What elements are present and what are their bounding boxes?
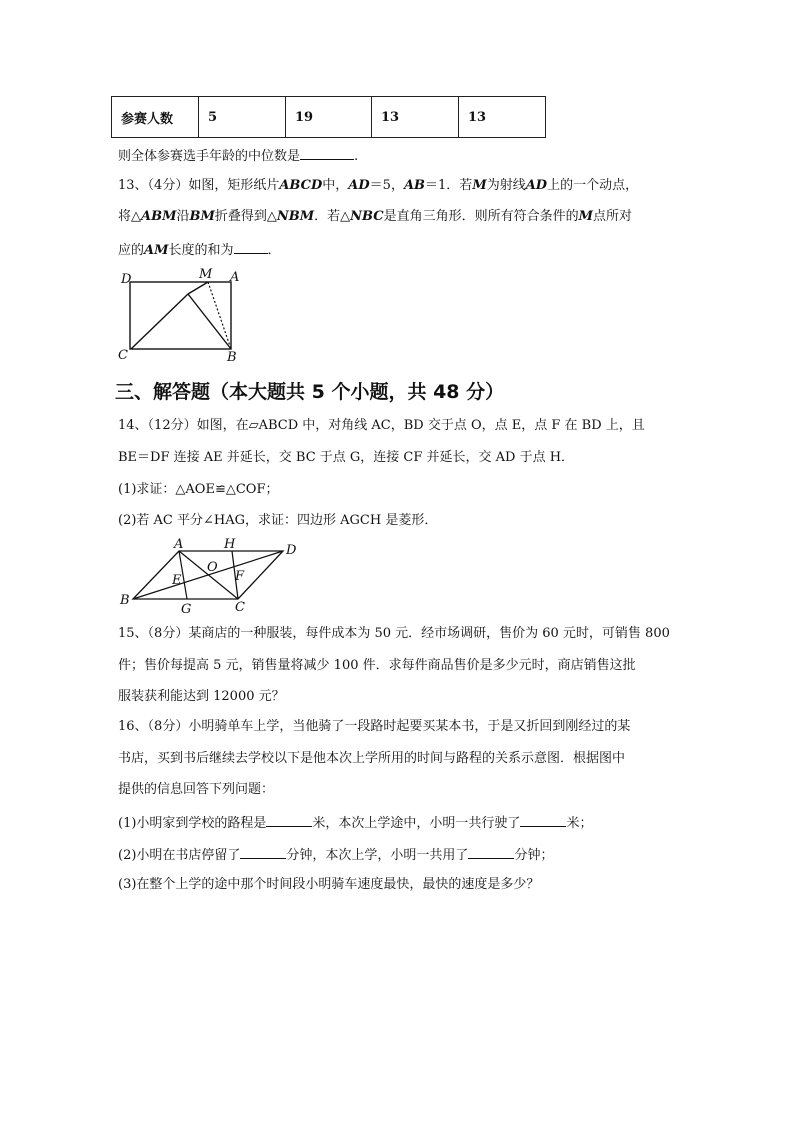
label-b: B bbox=[120, 593, 130, 608]
label-a: A bbox=[174, 537, 184, 552]
answer-blank[interactable] bbox=[520, 813, 566, 827]
q16-line-1: 16、（8分）小明骑单车上学，当他骑了一段路时起要买某本书，于是又折回到刚经过的某 bbox=[118, 719, 631, 734]
table-cell: 13 bbox=[372, 97, 459, 138]
label-a: A bbox=[230, 270, 240, 285]
label-e: E bbox=[172, 573, 182, 588]
section-title: 三、解答题（本大题共 5 个小题，共 48 分） bbox=[115, 381, 505, 403]
q12-median-line: 则全体参赛选手年龄的中位数是 . bbox=[118, 146, 358, 166]
table-header-cell: 参赛人数 bbox=[112, 97, 199, 138]
table-cell: 13 bbox=[459, 97, 546, 138]
answer-blank[interactable] bbox=[266, 813, 312, 827]
q13-line-3: 应的AM长度的和为 ． bbox=[118, 240, 281, 260]
label-c: C bbox=[235, 600, 245, 615]
label-f: F bbox=[235, 569, 245, 584]
label-g: G bbox=[181, 602, 192, 617]
label-m: M bbox=[199, 267, 213, 282]
q14-line-1: 14、（12分）如图，在▱ABCD 中，对角线 AC，BD 交于点 O，点 E，点 F 在 BD 上，且 bbox=[118, 418, 645, 433]
q15-line-3: 服装获利能达到 12000 元？ bbox=[118, 689, 285, 704]
label-d: D bbox=[286, 543, 297, 558]
q14-line-2: BE＝DF 连接 AE 并延长，交 BC 于点 G，连接 CF 并延长，交 AD 于点 H． bbox=[118, 450, 575, 465]
q13-line-2: 将△ABM沿BM折叠得到△NBM．若△NBC是直角三角形．则所有符合条件的M点所对 bbox=[118, 209, 633, 224]
q14-part-1: (1)求证：△AOE≌△COF； bbox=[118, 482, 279, 497]
q15-line-1: 15、（8分）某商店的一种服装，每件成本为 50 元．经市场调研，售价为 60 元时，可销售 800 bbox=[118, 626, 670, 641]
answer-blank[interactable] bbox=[468, 845, 514, 859]
q16-part-2: (2)小明在书店停留了 分钟，本次上学，小明一共用了 分钟； bbox=[118, 845, 553, 865]
q16-line-3: 提供的信息回答下列问题： bbox=[118, 782, 275, 797]
q14-part-2: (2)若 AC 平分∠HAG，求证：四边形 AGCH 是菱形． bbox=[118, 513, 438, 528]
answer-blank[interactable] bbox=[240, 845, 286, 859]
label-c: C bbox=[118, 348, 128, 363]
q15-line-2: 件；售价每提高 5 元，销售量将减少 100 件．求每件商品售价是多少元时，商店销售这批 bbox=[118, 658, 636, 673]
label-h: H bbox=[224, 537, 236, 552]
table-cell: 19 bbox=[286, 97, 372, 138]
q16-line-2: 书店，买到书后继续去学校以下是他本次上学所用的时间与路程的关系示意图．根据图中 bbox=[118, 751, 626, 766]
q13-line-1: 13、（4分）如图，矩形纸片ABCD中，AD＝5，AB＝1．若M为射线AD上的一个动点， bbox=[118, 178, 639, 193]
q16-part-3: (3)在整个上学的途中那个时间段小明骑车速度最快，最快的速度是多少？ bbox=[118, 877, 540, 892]
table-cell: 5 bbox=[199, 97, 286, 138]
label-b: B bbox=[227, 350, 237, 365]
q16-part-1: (1)小明家到学校的路程是 米，本次上学途中，小明一共行驶了 米； bbox=[118, 813, 592, 833]
label-o: O bbox=[207, 560, 218, 575]
label-d: D bbox=[121, 272, 132, 287]
